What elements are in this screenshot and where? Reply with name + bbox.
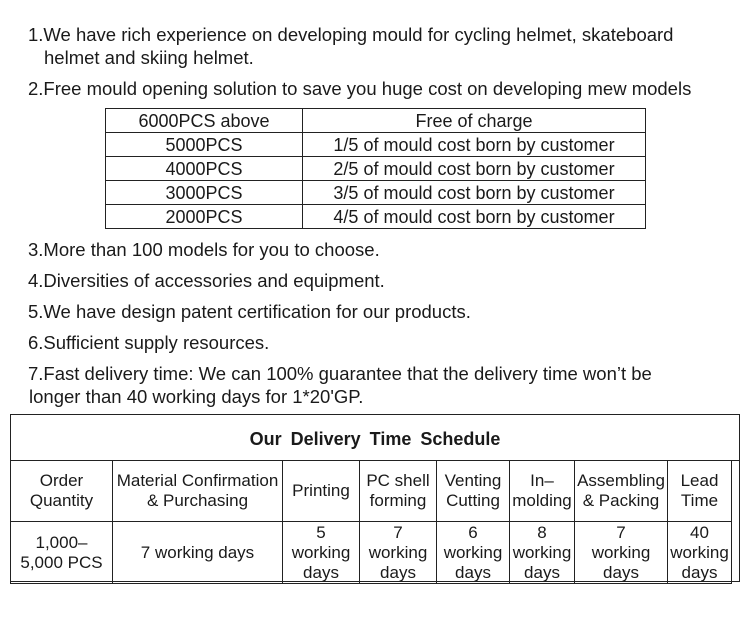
point-7-line-1: 7.Fast delivery time: We can 100% guarantee that the delivery time won’t be bbox=[28, 363, 652, 384]
header-order-quantity: Order Quantity bbox=[11, 461, 113, 522]
header-lead-time: Lead Time bbox=[668, 461, 732, 522]
table-row bbox=[106, 205, 646, 229]
charge-cell: 2/5 of mould cost born by customer bbox=[303, 157, 646, 181]
charge-cell: 3/5 of mould cost born by customer bbox=[303, 181, 646, 205]
quantity-cell: 6000PCS above bbox=[106, 109, 303, 133]
header-venting-cutting: Venting Cutting bbox=[437, 461, 510, 522]
point-5: 5.We have design patent certification for our products. bbox=[28, 301, 471, 322]
table-row bbox=[106, 133, 646, 157]
schedule-title: Our Delivery Time Schedule bbox=[11, 415, 739, 461]
table-row bbox=[106, 109, 646, 133]
quantity-cell: 5000PCS bbox=[106, 133, 303, 157]
table-row bbox=[106, 181, 646, 205]
point-4: 4.Diversities of accessories and equipment. bbox=[28, 270, 385, 291]
value-lead-time: 40 working days bbox=[668, 522, 732, 584]
mould-charge-table bbox=[105, 108, 646, 229]
charge-cell: Free of charge bbox=[303, 109, 646, 133]
header-printing: Printing bbox=[283, 461, 360, 522]
point-1-line-2: helmet and skiing helmet. bbox=[44, 47, 254, 68]
schedule-header-row bbox=[11, 461, 732, 522]
point-7-line-2: longer than 40 working days for 1*20'GP. bbox=[29, 386, 364, 407]
schedule-value-row bbox=[11, 522, 732, 584]
schedule-table bbox=[10, 460, 732, 584]
point-1-line-1: 1.We have rich experience on developing mould for cycling helmet, skateboard bbox=[28, 24, 674, 45]
value-assembling-packing: 7 working days bbox=[575, 522, 668, 584]
point-3: 3.More than 100 models for you to choose. bbox=[28, 239, 380, 260]
quantity-cell: 4000PCS bbox=[106, 157, 303, 181]
charge-cell: 1/5 of mould cost born by customer bbox=[303, 133, 646, 157]
header-assembling-packing: Assembling & Packing bbox=[575, 461, 668, 522]
table-row bbox=[106, 157, 646, 181]
point-2: 2.Free mould opening solution to save you huge cost on developing mew models bbox=[28, 78, 692, 99]
value-material-confirmation: 7 working days bbox=[113, 522, 283, 584]
delivery-schedule bbox=[10, 414, 740, 582]
header-pc-shell-forming: PC shell forming bbox=[360, 461, 437, 522]
header-material-confirmation: Material Confirmation & Purchasing bbox=[113, 461, 283, 522]
quantity-cell: 2000PCS bbox=[106, 205, 303, 229]
value-pc-shell-forming: 7 working days bbox=[360, 522, 437, 584]
header-in-molding: In– molding bbox=[510, 461, 575, 522]
value-in-molding: 8 working days bbox=[510, 522, 575, 584]
point-6: 6.Sufficient supply resources. bbox=[28, 332, 270, 353]
value-printing: 5 working days bbox=[283, 522, 360, 584]
value-order-quantity: 1,000– 5,000 PCS bbox=[11, 522, 113, 584]
charge-cell: 4/5 of mould cost born by customer bbox=[303, 205, 646, 229]
quantity-cell: 3000PCS bbox=[106, 181, 303, 205]
value-venting-cutting: 6 working days bbox=[437, 522, 510, 584]
